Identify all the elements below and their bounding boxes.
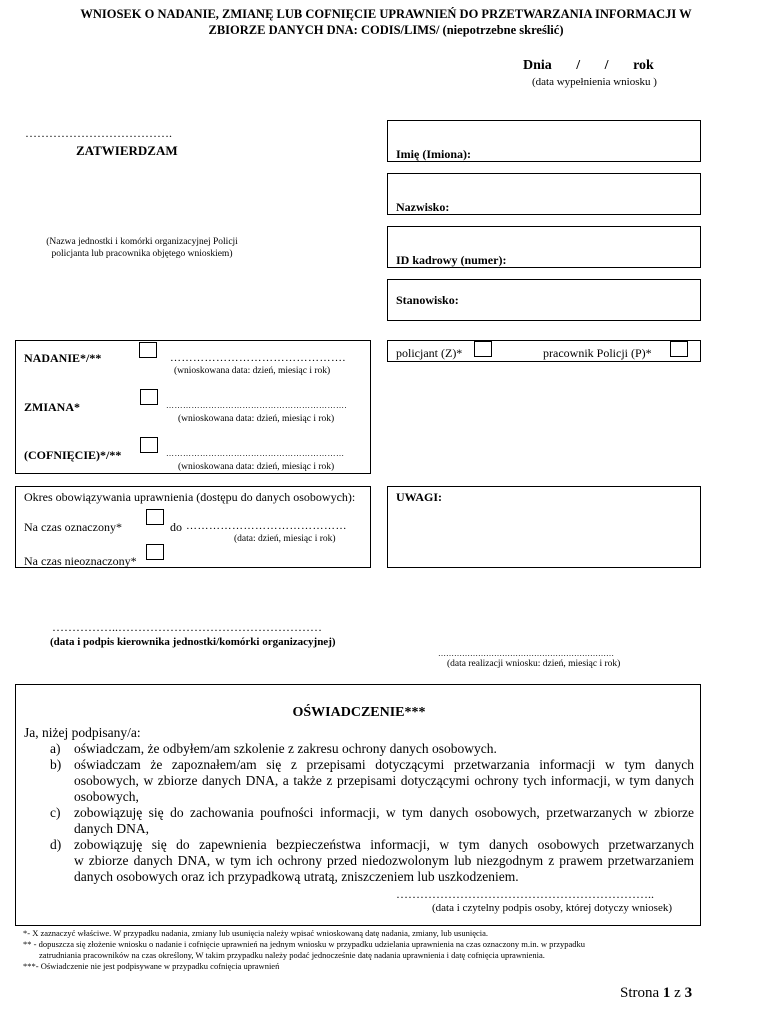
declaration-item-d-line-1: zobowiązuję się do zapewnienia bezpieczeństwa informacji, w tym danych osobowych przetwarzanych [74, 837, 694, 852]
declaration-item-d-line-3: danych osobowych oraz ich przypadkową utratą, zniszczeniem lub uszkodzeniem. [74, 869, 519, 884]
footnotes [23, 928, 713, 972]
page-prefix: Strona [620, 985, 660, 1001]
request-type-box [15, 340, 371, 474]
declaration-item-d-line-2: w zbiorze danych DNA, w tym ich ochrony przed niedozwolonym lub niezgodnym z prawem przetwarzaniem [74, 853, 694, 868]
declaration-marker-a: a) [50, 741, 61, 756]
declaration-intro: Ja, niżej podpisany/a: [24, 725, 141, 740]
first-name-label: Imię (Imiona): [396, 147, 471, 161]
position-label: Stanowisko: [396, 293, 459, 307]
fixed-term-date-caption: (data: dzień, miesiąc i rok) [234, 534, 336, 544]
declaration-marker-d: d) [50, 837, 62, 852]
employee-checkbox[interactable] [670, 341, 688, 357]
page-current: 1 [662, 985, 671, 1001]
first-name-field[interactable] [387, 120, 701, 162]
head-signature-dots[interactable]: ……………..…………………………………………… [52, 620, 322, 634]
approval-signature-dots[interactable]: ………………………………. [25, 126, 172, 140]
change-date-dots[interactable]: ………………………………………………………. [166, 401, 347, 410]
fixed-term-label: Na czas oznaczony* [24, 520, 122, 534]
last-name-label: Nazwisko: [396, 200, 450, 214]
last-name-field[interactable] [387, 173, 701, 215]
declaration-item-b-line-1: oświadczam że zapoznałem/am się z przepisami dotyczącymi przetwarzania informacji w tym danych [74, 757, 694, 772]
change-label: ZMIANA* [24, 400, 80, 414]
form-title-line-2: ZBIORZE DANYCH DNA: CODIS/LIMS/ (niepotrzebne skreślić) [208, 23, 564, 37]
page-number [620, 985, 692, 1002]
form-title-line-1: WNIOSEK O NADANIE, ZMIANĘ LUB COFNIĘCIE UPRAWNIEŃ DO PRZETWARZANIA INFORMACJI W [80, 7, 692, 21]
remarks-field[interactable] [387, 486, 701, 568]
declaration-item-c-line-2: danych DNA, [74, 821, 149, 836]
declaration-item-a [74, 741, 694, 757]
declaration-item-b-line-3: osobowych, [74, 789, 139, 804]
change-date-caption: (wnioskowana data: dzień, miesiąc i rok) [178, 414, 335, 424]
indefinite-term-label: Na czas nieoznaczony* [24, 554, 137, 568]
declaration-item-b-line-2: osobowych, w zbiorze danych DNA, a także z przepisami dotyczącymi ochrony tych informacji, w tym danych [74, 773, 694, 788]
unit-name-caption [27, 236, 257, 260]
declaration-signature-caption: (data i czytelny podpis osoby, której dotyczy wniosek) [432, 902, 673, 914]
fill-date-field[interactable]: Dnia / / rok [523, 58, 654, 73]
declaration-marker-c: c) [50, 805, 61, 820]
revoke-label: (COFNIĘCIE)*/** [24, 448, 122, 462]
declaration-item-c-line-1: zobowiązuję się do zachowania poufności informacji, w tym danych osobowych, przetwarzanych w zbiorze [74, 805, 694, 820]
grant-label: NADANIE*/** [24, 351, 102, 365]
staff-id-label: ID kadrowy (numer): [396, 253, 507, 267]
declaration-signature-dots[interactable]: ……………………………………………………….. [396, 887, 654, 901]
revoke-date-dots[interactable]: ……………………………………………………… [166, 449, 345, 458]
validity-box [15, 486, 371, 568]
declaration-box [15, 684, 701, 926]
declaration-item-b [74, 757, 694, 805]
officer-label: policjant (Z)* [396, 346, 463, 360]
declaration-item-c [74, 805, 694, 837]
declaration-item-d [74, 837, 694, 885]
revoke-date-caption: (wnioskowana data: dzień, miesiąc i rok) [178, 462, 335, 472]
officer-checkbox[interactable] [474, 341, 492, 357]
realization-date-dots[interactable]: ………………………………………………………… [438, 649, 614, 658]
fixed-term-date-dots[interactable]: …………………………………… [186, 520, 347, 532]
approval-label: ZATWIERDZAM [76, 143, 178, 158]
employee-label: pracownik Policji (P)* [543, 346, 652, 360]
grant-checkbox[interactable] [139, 342, 157, 358]
indefinite-term-checkbox[interactable] [146, 544, 164, 560]
staff-id-field[interactable] [387, 226, 701, 268]
revoke-checkbox[interactable] [140, 437, 158, 453]
footnote-2-line-2: zatrudniania pracowników na czas określony, W takim przypadku należy podać jednocześnie datę nadania uprawnienia i datę cofnięcia uprawnienia. [39, 950, 545, 960]
page-separator: z [674, 985, 681, 1001]
remarks-label: UWAGI: [396, 490, 443, 504]
realization-date-caption: (data realizacji wniosku: dzień, miesiąc i rok) [447, 659, 621, 669]
employee-type-box [387, 340, 701, 362]
change-checkbox[interactable] [140, 389, 158, 405]
fixed-term-to-label: do [170, 520, 182, 534]
grant-date-dots[interactable]: ………………………………………. [170, 352, 346, 364]
unit-name-caption-line-2: policjanta lub pracownika objętego wnioskiem) [51, 249, 233, 259]
position-field[interactable] [387, 279, 701, 321]
fixed-term-checkbox[interactable] [146, 509, 164, 525]
declaration-item-a-line-1: oświadczam, że odbyłem/am szkolenie z zakresu ochrony danych osobowych. [74, 741, 497, 756]
footnote-1: *- X zaznaczyć właściwe. W przypadku nadania, zmiany lub usunięcia należy wpisać wnioskowaną datę nadania, zmiany, lub usunięcia. [23, 928, 489, 938]
unit-name-caption-line-1: (Nazwa jednostki i komórki organizacyjnej Policji [46, 237, 238, 247]
footnote-3: ***- Oświadczenie nie jest podpisywane w przypadku cofnięcia uprawnień [23, 961, 280, 971]
declaration-title: OŚWIADCZENIE*** [292, 705, 426, 720]
grant-date-caption: (wnioskowana data: dzień, miesiąc i rok) [174, 366, 331, 376]
validity-heading: Okres obowiązywania uprawnienia (dostępu do danych osobowych): [24, 490, 356, 504]
footnote-2-line-1: ** - dopuszcza się złożenie wniosku o nadanie i cofnięcie uprawnień na jednym wniosku w przypadku udzielania uprawnienia na czas oznaczony m.in. w przypadku [23, 939, 585, 949]
fill-date-caption: (data wypełnienia wniosku ) [532, 76, 657, 88]
declaration-marker-b: b) [50, 757, 62, 772]
page-total: 3 [684, 985, 693, 1001]
head-signature-caption: (data i podpis kierownika jednostki/komórki organizacyjnej) [50, 636, 336, 648]
